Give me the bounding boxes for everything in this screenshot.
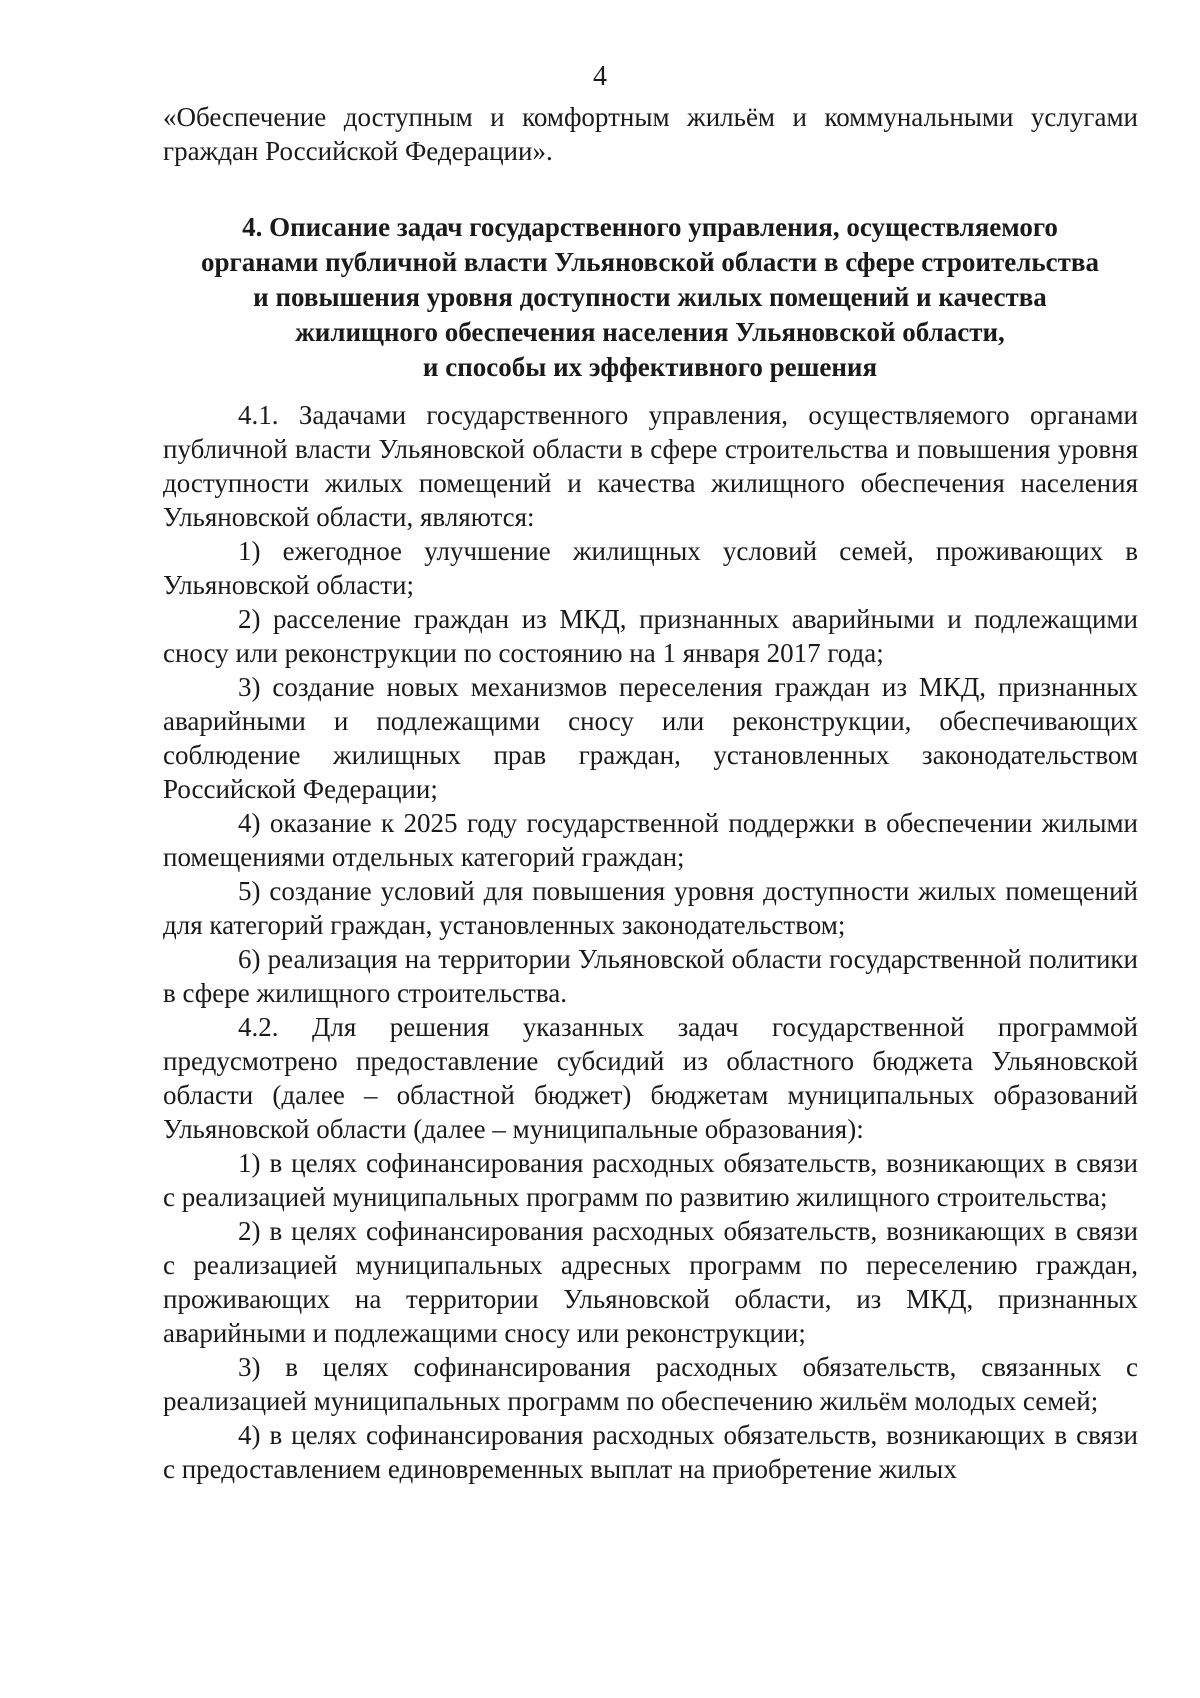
section-4-2-lead: 4.2. Для решения указанных задач государственной программой предусмотрено предоставление субсидий из областного бюджета Ульяновской области (далее – областной бюджет) бюджетам муниципальных образований Ульяновской области (далее – муниципальные образования):: [163, 1012, 1138, 1144]
heading-line: 4. Описание задач государственного управления, осуществляемого: [242, 212, 1058, 242]
body-text: [163, 398, 1138, 1486]
heading-line: жилищного обеспечения населения Ульяновской области,: [295, 317, 1005, 347]
list-item: 4) в целях софинансирования расходных обязательств, возникающих в связи с предоставлением единовременных выплат на приобретение жилых: [163, 1420, 1138, 1484]
list-item: 6) реализация на территории Ульяновской области государственной политики в сфере жилищного строительства.: [163, 944, 1138, 1008]
list-item: 3) создание новых механизмов переселения граждан из МКД, признанных аварийными и подлежащими сносу или реконструкции, обеспечивающих соблюдение жилищных прав граждан, установленных законодательством Российской Федерации;: [163, 672, 1138, 804]
list-item: 2) расселение граждан из МКД, признанных аварийными и подлежащими сносу или реконструкции по состоянию на 1 января 2017 года;: [163, 604, 1138, 668]
section-heading: [150, 210, 1150, 385]
list-item: 4) оказание к 2025 году государственной поддержки в обеспечении жилыми помещениями отдельных категорий граждан;: [163, 808, 1138, 872]
list-item: 1) в целях софинансирования расходных обязательств, возникающих в связи с реализацией муниципальных программ по развитию жилищного строительства;: [163, 1148, 1138, 1212]
list-item: 3) в целях софинансирования расходных обязательств, связанных с реализацией муниципальных программ по обеспечению жильём молодых семей;: [163, 1352, 1138, 1416]
intro-block: [163, 100, 1138, 168]
list-item: 1) ежегодное улучшение жилищных условий семей, проживающих в Ульяновской области;: [163, 536, 1138, 600]
section-4-1-lead: 4.1. Задачами государственного управления, осуществляемого органами публичной власти Ульяновской области в сфере строительства и повышения уровня доступности жилых помещений и качества жилищного обеспечения населения Ульяновской области, являются:: [163, 400, 1138, 532]
list-item: 5) создание условий для повышения уровня доступности жилых помещений для категорий граждан, установленных законодательством;: [163, 876, 1138, 940]
heading-line: и повышения уровня доступности жилых помещений и качества: [253, 282, 1047, 312]
heading-line: и способы их эффективного решения: [422, 352, 878, 382]
page-number: 4: [593, 61, 607, 92]
list-item: 2) в целях софинансирования расходных обязательств, возникающих в связи с реализацией муниципальных адресных программ по переселению граждан, проживающих на территории Ульяновской области, из МКД, признанных аварийными и подлежащими сносу или реконструкции;: [163, 1216, 1138, 1348]
intro-paragraph: «Обеспечение доступным и комфортным жильём и коммунальными услугами граждан Российской Федерации».: [163, 102, 1138, 166]
heading-line: органами публичной власти Ульяновской области в сфере строительства: [201, 247, 1099, 277]
